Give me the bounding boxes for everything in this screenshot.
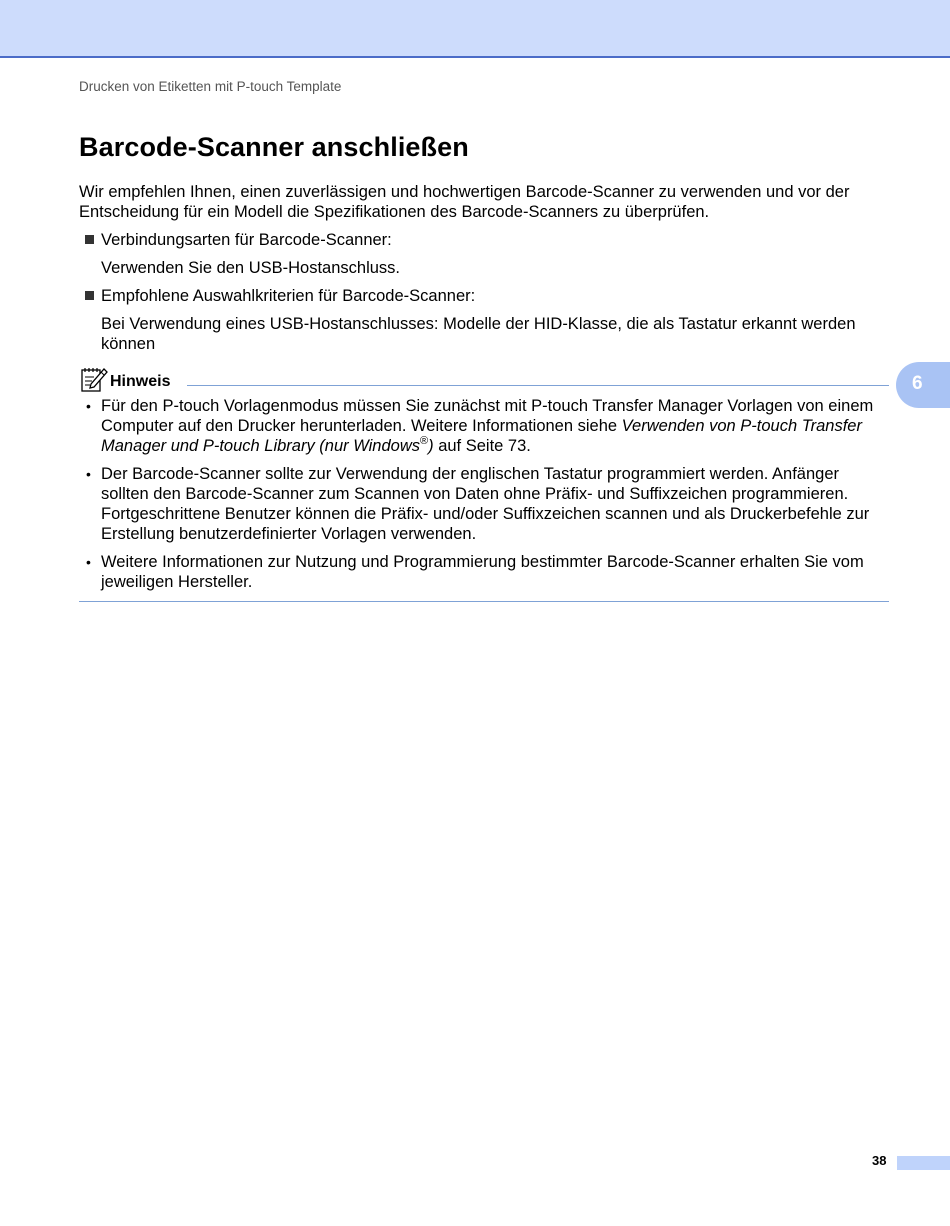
bullet-dot-icon: • bbox=[86, 398, 91, 414]
chapter-tab bbox=[896, 362, 950, 408]
bullet-dot-icon: • bbox=[86, 554, 91, 570]
cross-reference-close: ) bbox=[428, 437, 434, 455]
list-item-connection-types bbox=[85, 230, 392, 250]
chapter-number: 6 bbox=[912, 373, 923, 394]
note-text: Für den P-touch Vorlagenmodus müssen Sie zunächst mit P-touch Transfer Manager Vorlagen von einem Computer auf den Drucker herunterladen. Weitere Informationen siehe bbox=[101, 397, 874, 435]
page-number: 38 bbox=[872, 1153, 887, 1168]
cross-reference: Verwenden von P-touch Transfer Manager und P-touch Library (nur Windows bbox=[101, 417, 862, 455]
note-pencil-icon bbox=[80, 366, 108, 393]
note-divider-top bbox=[187, 385, 889, 386]
square-bullet-icon bbox=[85, 235, 94, 244]
note-bullet bbox=[79, 552, 889, 592]
list-item-heading: Verbindungsarten für Barcode-Scanner: bbox=[101, 231, 392, 249]
note-bullet bbox=[79, 396, 889, 456]
note-bullet bbox=[79, 464, 889, 544]
list-item-selection-criteria bbox=[85, 286, 475, 306]
header-band bbox=[0, 0, 950, 58]
running-header: Drucken von Etiketten mit P-touch Template bbox=[79, 79, 342, 94]
list-item-text: Verwenden Sie den USB-Hostanschluss. bbox=[101, 259, 400, 277]
footer-band bbox=[897, 1156, 950, 1170]
square-bullet-icon bbox=[85, 291, 94, 300]
bullet-dot-icon: • bbox=[86, 466, 91, 482]
intro-paragraph: Wir empfehlen Ihnen, einen zuverlässigen und hochwertigen Barcode-Scanner zu verwenden und vor der Entscheidung für ein Modell die Spezifikationen des Barcode-Scanners zu überprüfen. bbox=[79, 183, 850, 221]
note-label: Hinweis bbox=[110, 373, 171, 390]
page-title: Barcode-Scanner anschließen bbox=[79, 132, 469, 162]
list-item-text: Bei Verwendung eines USB-Hostanschlusses: Modelle der HID-Klasse, die als Tastatur erkannt werden können bbox=[101, 315, 856, 353]
note-list bbox=[79, 396, 889, 600]
list-item-heading: Empfohlene Auswahlkriterien für Barcode-Scanner: bbox=[101, 287, 476, 305]
registered-mark: ® bbox=[420, 435, 429, 447]
note-text: Weitere Informationen zur Nutzung und Programmierung bestimmter Barcode-Scanner erhalten Sie vom jeweiligen Hersteller. bbox=[101, 553, 864, 591]
note-text: Der Barcode-Scanner sollte zur Verwendung der englischen Tastatur programmiert werden. Anfänger sollten den Barcode-Scanner zum Scannen von Daten ohne Präfix- und Suffixzeichen programmieren. Fortgeschrittene Benutzer können die Präfix- und/oder Suffixzeichen scannen und als Druckerbefehle zur Erstellung benutzerdefinierter Vorlagen verwenden. bbox=[101, 465, 870, 543]
note-divider-bottom bbox=[79, 601, 889, 602]
note-header bbox=[80, 366, 890, 394]
note-text-after: auf Seite 73. bbox=[433, 437, 531, 455]
